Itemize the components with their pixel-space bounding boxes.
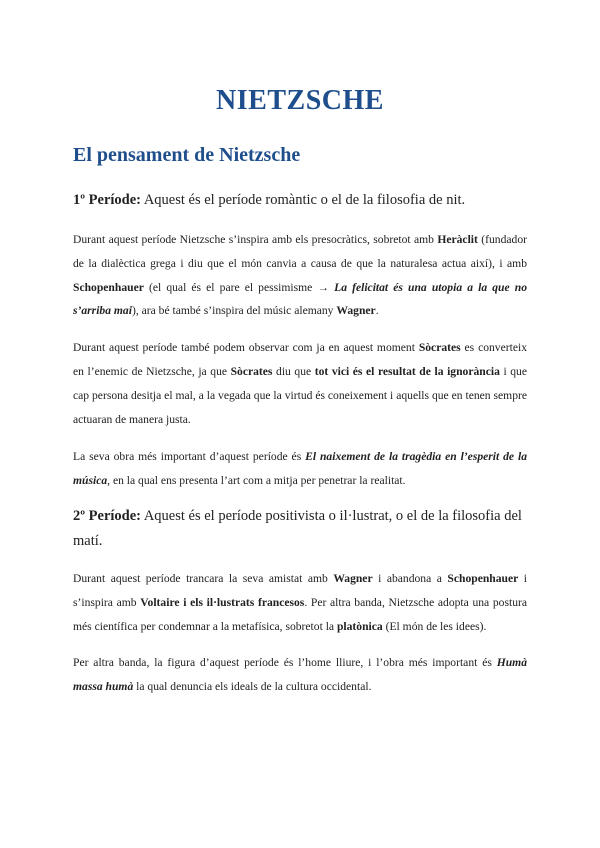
bold-run: tot vici és el resultat de la ignorància: [314, 364, 500, 378]
period-2-label: 2º Període:: [73, 507, 141, 524]
period-1-heading: [73, 188, 527, 213]
bold-italic-run: El naixement de la tragèdia en l’esperit de la música: [73, 450, 527, 488]
text-run: , en la qual ens presenta l’art com a mitja per penetrar la realitat.: [107, 474, 406, 488]
text-run: es converteix en l’enemic de Nietzsche, ja que: [73, 341, 527, 378]
paragraph-2: [73, 336, 527, 431]
text-run: Durant aquest període trancara la seva amistat amb: [73, 571, 334, 585]
document-title: NIETZSCHE: [216, 85, 384, 116]
bold-run: Schopenhauer: [447, 571, 519, 585]
text-run: la qual denuncia els ideals de la cultura occidental.: [133, 680, 372, 694]
text-run: Durant aquest període també podem observar com ja en aquest moment: [73, 341, 419, 355]
text-run: La seva obra més important d’aquest període és: [73, 450, 306, 464]
text-run: ), ara bé també s’inspira del músic alemany: [131, 304, 337, 318]
text-run: . Per altra banda, Nietzsche adopta una postura més científica per condemnar a la metafísica, sobretot la: [73, 595, 528, 633]
text-run: Durant aquest període Nietzsche s’inspira amb els presocràtics, sobretot amb: [73, 233, 438, 246]
bold-run: Schopenhauer: [73, 280, 144, 294]
bold-italic-run: La felicitat és una utopia a la que no s’arriba mai: [73, 280, 528, 318]
text-run: i abandona a: [372, 571, 448, 585]
paragraph-3: [73, 445, 527, 493]
bold-run: Voltaire i els il·lustrats francesos: [140, 595, 305, 609]
period-2-text: Aquest és el període positivista o il·lustrat, o el de la filosofia del matí.: [73, 507, 522, 549]
text-run: i que cap persona desitja el mal, a la vegada que la virtud és coneixement i aquells que en tenen sempre actuaran de manera justa.: [73, 364, 527, 426]
text-run: diu que: [272, 364, 315, 378]
text-run: (El món de les idees).: [382, 619, 487, 633]
bold-run: Sòcrates: [418, 341, 461, 355]
bold-run: Wagner: [333, 571, 373, 585]
period-1-label: 1º Període:: [73, 192, 141, 208]
text-run: i s’inspira amb: [73, 571, 528, 609]
bold-run: Wagner: [336, 304, 376, 318]
bold-run: Sòcrates: [230, 364, 273, 378]
bold-run: platònica: [336, 619, 383, 633]
bold-italic-run: Humà massa humà: [73, 656, 527, 694]
paragraph-5: [73, 651, 527, 699]
section-heading: El pensament de Nietzsche: [73, 144, 301, 166]
period-2-heading: [73, 504, 527, 554]
paragraph-1: [73, 228, 527, 323]
text-run: (fundador de la dialèctica grega i diu que el món canvia a causa de que la naturalesa actua així), i amb: [73, 233, 527, 270]
text-run: .: [375, 304, 379, 318]
bold-run: Heràclit: [437, 233, 478, 246]
period-1-text: Aquest és el període romàntic o el de la filosofia de nit.: [141, 192, 466, 208]
text-run: Per altra banda, la figura d’aquest període és l’home lliure, i l’obra més important és: [73, 656, 497, 670]
text-run: (el qual és el pare el pessimisme →: [143, 280, 335, 294]
paragraph-4: [73, 567, 527, 638]
